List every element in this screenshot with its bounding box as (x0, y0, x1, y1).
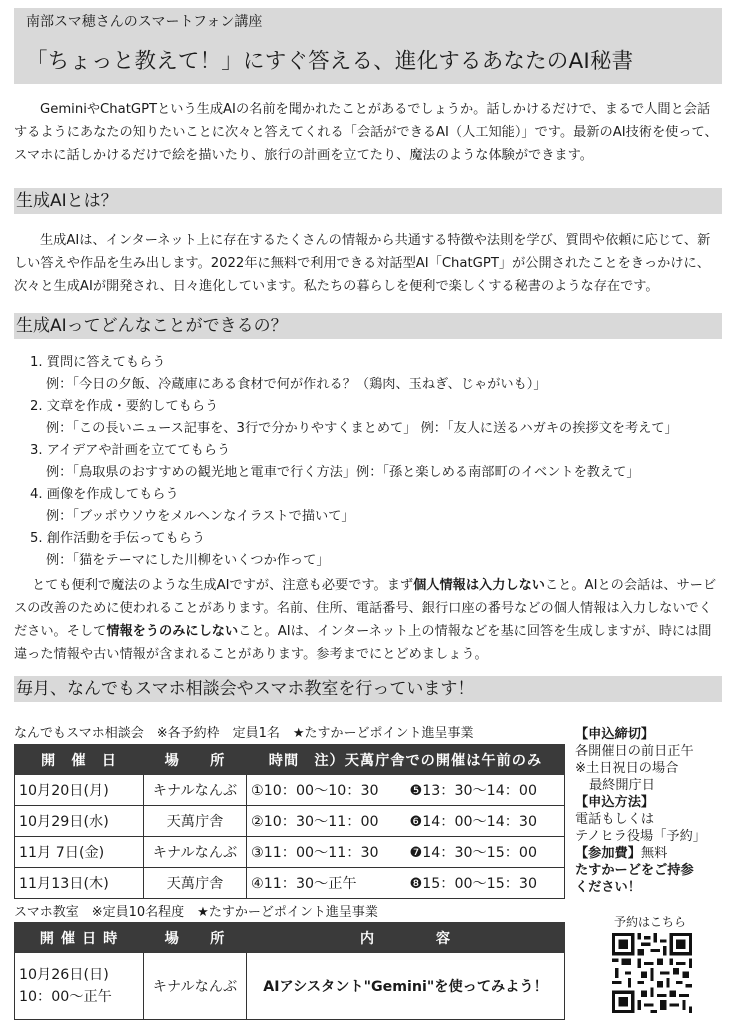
cell-date: 11月13日(木) (15, 868, 144, 899)
col-header-datetime: 開 催 日 時 (15, 923, 144, 953)
list-item-label: 3. アイデアや計画を立ててもらう (30, 443, 231, 458)
table-row (15, 837, 565, 868)
list-item-example: 例：「この長いニュース記事を、3行で分かりやすくまとめて」 例：「友人に送るハガキの挨拶文を考えて」 (46, 421, 678, 436)
list-item-label: 5. 創作活動を手伝ってもらう (30, 531, 206, 546)
classroom-caption: スマホ教室 ※定員10名程度 ★たすかーどポイント進呈事業 (14, 905, 378, 920)
caution-paragraph (14, 574, 722, 666)
consult-schedule-table (14, 744, 565, 899)
section-heading-events: 毎月、なんでもスマホ相談会やスマホ教室を行っています！ (14, 676, 722, 702)
cell-date: 10月20日(月) (15, 775, 144, 806)
capability-list (30, 352, 730, 572)
cell-place: 天萬庁舎 (144, 868, 247, 899)
list-item-example: 例：「ブッポウソウをメルヘンなイラストで描いて」 (46, 509, 355, 524)
table-row (15, 806, 565, 837)
col-header-place: 場 所 (144, 923, 247, 953)
cell-place: キナルなんぶ (144, 775, 247, 806)
method-line-1: 電話もしくは (575, 812, 655, 827)
cell-slot-am: ④11：30〜正午 (247, 868, 406, 899)
caution-bold-personal-info: 個人情報は入力しない (413, 578, 545, 593)
class-time: 10：00〜正午 (19, 989, 112, 1005)
card-notice-1: たすかーどをご持参 (575, 863, 694, 878)
list-item (30, 440, 730, 484)
reservation-qr-code-icon[interactable] (612, 933, 692, 1013)
cell-place: 天萬庁舎 (144, 806, 247, 837)
what-is-ai-paragraph: 生成AIは、インターネット上に存在するたくさんの情報から共通する特徴や法則を学び、質問や依頼に応じて、新しい答えや作品を生み出します。2022年に無料で利用できる対話型AI「ChatGPT」が公開されたことをきっかけに、次々と生成AIが開発され、日々進化しています。私たちの暮らしを便利で楽しくする秘書のような存在です。 (14, 233, 711, 294)
cell-slot-am: ②10：30〜11：00 (247, 806, 406, 837)
col-header-time: 時間 注）天萬庁舎での開催は午前のみ (247, 745, 565, 775)
col-header-content: 内 容 (247, 923, 565, 953)
table-row (15, 868, 565, 899)
intro-paragraph: GeminiやChatGPTという生成AIの名前を聞かれたことがあるでしょうか。話しかけるだけで、まるで人間と会話するようにあなたの知りたいことに次々と答えてくれる「会話ができるAI（人工知能）」です。最新のAI技術を使って、スマホに話しかけるだけで絵を描いたり、旅行の計画を立てたり、魔法のような体験ができます。 (14, 102, 718, 163)
cell-slot-pm: ❼14：30〜15：00 (405, 837, 564, 868)
list-item (30, 396, 730, 440)
deadline-label: 【申込締切】 (575, 727, 655, 742)
col-header-place: 場 所 (144, 745, 247, 775)
qr-caption: 予約はこちら (614, 915, 687, 929)
consult-caption: なんでもスマホ相談会 ※各予約枠 定員1名 ★たすかーどポイント進呈事業 (14, 726, 474, 741)
caution-bold-do-not-trust: 情報をうのみにしない (106, 624, 239, 639)
cell-place: キナルなんぶ (144, 953, 247, 1020)
list-item-example: 例：「鳥取県のおすすめの観光地と電車で行く方法」例：「孫と楽しめる南部町のイベントを教えて」 (46, 465, 640, 480)
list-item-example: 例：「今日の夕飯、冷蔵庫にある食材で何が作れる？（鶏肉、玉ねぎ、じゃがいも）」 (46, 377, 547, 392)
list-item-label: 1. 質問に答えてもらう (30, 355, 166, 370)
section-heading-capabilities: 生成AIってどんなことができるの？ (14, 313, 722, 339)
cell-date: 10月29日(水) (15, 806, 144, 837)
cell-slot-pm: ❽15：00〜15：30 (405, 868, 564, 899)
deadline-line-2: ※土日祝日の場合 (575, 761, 679, 776)
list-item-label: 4. 画像を作成してもらう (30, 487, 179, 502)
list-item-example: 例：「猫をテーマにした川柳をいくつか作って」 (46, 553, 330, 568)
fee-value: 無料 (640, 846, 668, 861)
fee-label: 【参加費】 (575, 846, 641, 861)
caution-text-3: こと。AIは、インターネット上の情報などを基に回答を生成しますが、時には間違った情報や古い情報が含まれることがあります。参考までにとどめましょう。 (14, 624, 712, 662)
cell-date: 11月 7日(金) (15, 837, 144, 868)
application-info (575, 726, 730, 896)
cell-slot-pm: ❺13：30〜14：00 (405, 775, 564, 806)
list-item (30, 352, 730, 396)
table-row (15, 775, 565, 806)
cell-slot-pm: ❻14：00〜14：30 (405, 806, 564, 837)
list-item (30, 528, 730, 572)
series-title: 南部スマ穂さんのスマートフォン講座 (26, 14, 263, 30)
method-line-2: テノヒラ役場「予約」 (575, 829, 706, 844)
col-header-date: 開 催 日 (15, 745, 144, 775)
cell-slot-am: ①10：00〜10：30 (247, 775, 406, 806)
section-heading-what-is-ai: 生成AIとは？ (14, 188, 722, 214)
caution-text-1: とても便利で魔法のような生成AIですが、注意も必要です。まず (32, 578, 414, 593)
cell-content: AIアシスタント"Gemini"を使ってみよう！ (247, 953, 565, 1020)
cell-datetime (15, 953, 144, 1020)
classroom-schedule-table (14, 922, 565, 1020)
method-label: 【申込方法】 (575, 795, 655, 810)
class-date: 10月26日(日) (19, 967, 109, 983)
list-item-label: 2. 文章を作成・要約してもらう (30, 399, 219, 414)
table-row (15, 953, 565, 1020)
card-notice-2: ください！ (575, 880, 641, 895)
page-title: 「ちょっと教えて！」にすぐ答える、進化するあなたのAI秘書 (26, 49, 634, 74)
list-item (30, 484, 730, 528)
cell-place: キナルなんぶ (144, 837, 247, 868)
cell-slot-am: ③11：00〜11：30 (247, 837, 406, 868)
deadline-line-3: 最終開庁日 (589, 778, 655, 793)
deadline-line-1: 各開催日の前日正午 (575, 744, 694, 759)
caution-text-2: こと。AIとの会話は、サービスの改善のために使われることがあります。名前、住所、電話番号、銀行口座の番号などの個人情報は入力しないでください。そして (14, 578, 717, 639)
